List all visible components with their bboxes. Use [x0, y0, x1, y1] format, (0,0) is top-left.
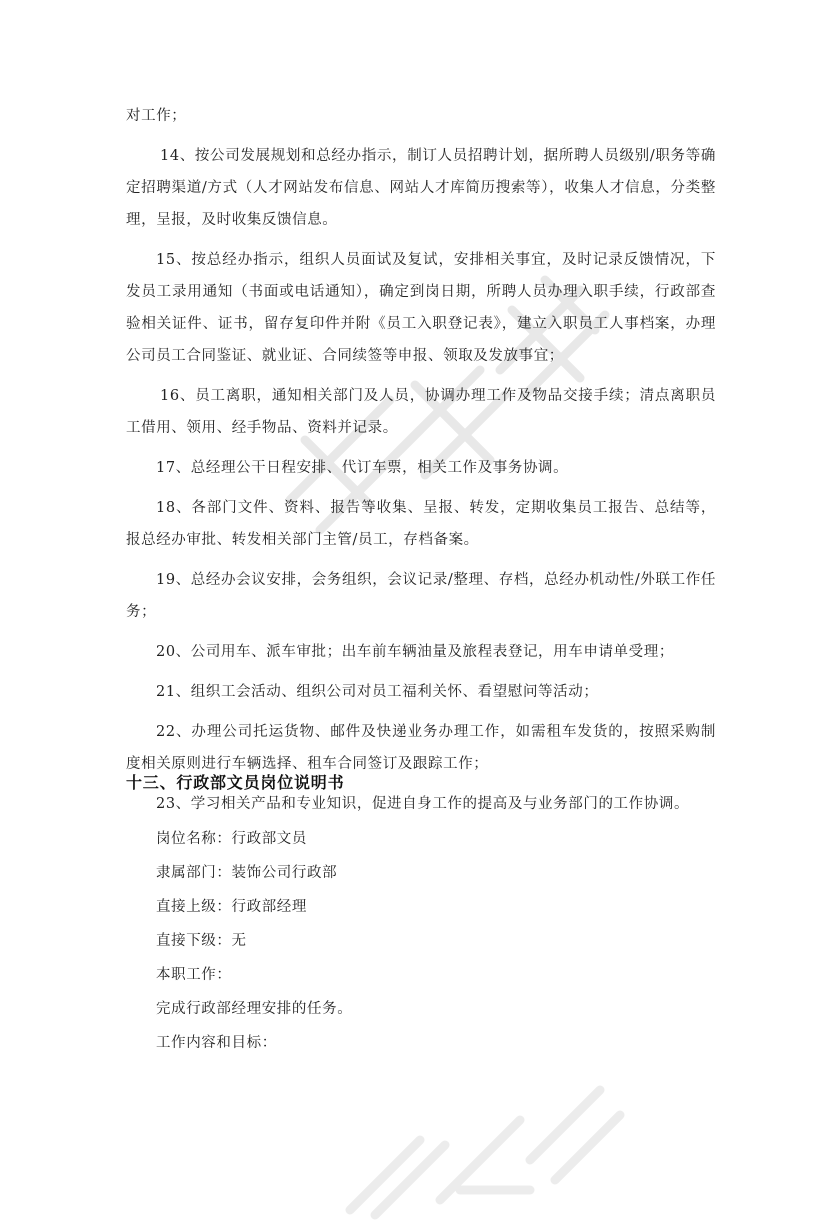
duty-item-19: 19、总经办会议安排，会务组织，会议记录/整理、存档，总经办机动性/外联工作任务；: [126, 572, 716, 620]
subordinate-line: 直接下级：无: [156, 933, 247, 949]
duty-item-16: 16、员工离职，通知相关部门及人员，协调办理工作及物品交接手续；清点离职员工借用、领用、经手物品、资料并记录。: [126, 388, 716, 436]
duty-item-17: 17、总经理公干日程安排、代订车票，相关工作及事务协调。: [156, 460, 569, 476]
superior-line: 直接上级：行政部经理: [156, 899, 307, 915]
main-duty-label: 本职工作：: [156, 967, 232, 983]
work-content-label: 工作内容和目标：: [156, 1035, 277, 1051]
job-info: [156, 822, 352, 1060]
main-duty-text: 完成行政部经理安排的任务。: [156, 1001, 353, 1017]
watermark-logo-bottom: [290, 1040, 650, 1220]
duty-item-22: 22、办理公司托运货物、邮件及快递业务办理工作，如需租车发货的，按照采购制度相关原则进行车辆选择、租车合同签订及跟踪工作；: [126, 724, 716, 772]
paragraph-continuation: 对工作；: [126, 108, 187, 124]
job-title-line: 岗位名称：行政部文员: [156, 831, 307, 847]
duty-item-20: 20、公司用车、派车审批；出车前车辆油量及旅程表登记，用车申请单受理；: [156, 644, 674, 660]
duty-item-23: 23、学习相关产品和专业知识，促进自身工作的提高及与业务部门的工作协调。: [156, 796, 690, 812]
duty-item-18: 18、各部门文件、资料、报告等收集、呈报、转发，定期收集员工报告、总结等，报总经办审批、转发相关部门主管/员工，存档备案。: [126, 500, 716, 548]
duty-item-14: 14、按公司发展规划和总经办指示，制订人员招聘计划，据所聘人员级别/职务等确定招聘渠道/方式（人才网站发布信息、网站人才库简历搜索等），收集人才信息，分类整理，呈报，及时收集反馈信息。: [126, 148, 716, 228]
duty-item-15: 15、按总经办指示，组织人员面试及复试，安排相关事宜，及时记录反馈情况，下发员工录用通知（书面或电话通知），确定到岗日期，所聘人员办理入职手续，行政部查验相关证件、证书，留存复印件并附《员工入职登记表》，建立入职员工人事档案，办理公司员工合同鉴证、就业证、合同续签等申报、领取及发放事宜；: [126, 252, 716, 364]
section-heading: 十三、行政部文员岗位说明书: [126, 773, 345, 792]
department-line: 隶属部门：装饰公司行政部: [156, 865, 338, 881]
duty-item-21: 21、组织工会活动、组织公司对员工福利关怀、看望慰问等活动；: [156, 684, 599, 700]
duty-list: [126, 100, 716, 828]
